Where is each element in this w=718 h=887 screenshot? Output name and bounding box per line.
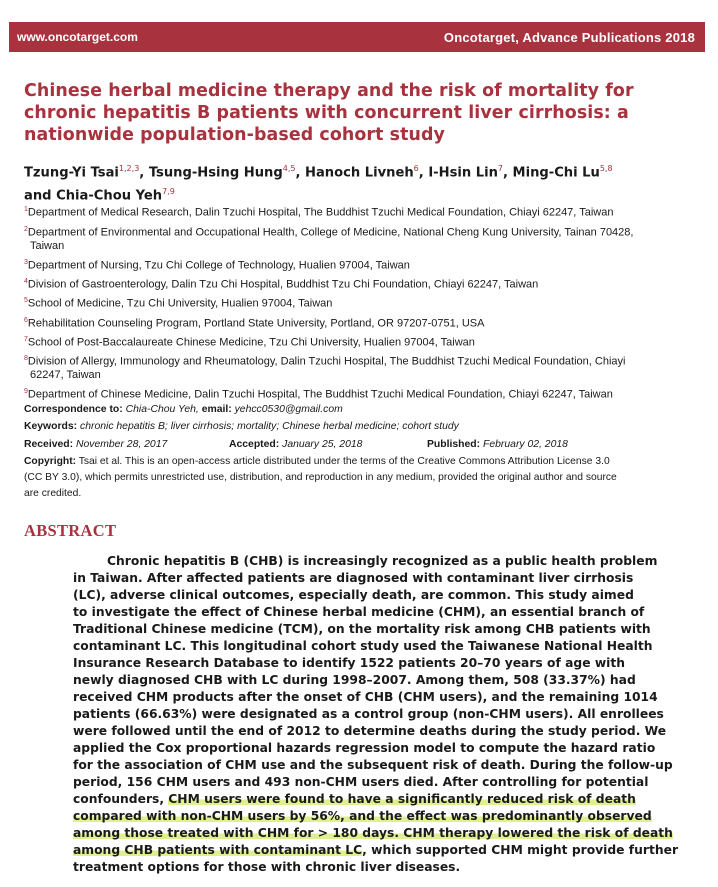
author-name: I-Hsin Lin — [428, 165, 498, 181]
author-name: Tsung-Hsing Hung — [148, 165, 283, 181]
title-line: Chinese herbal medicine therapy and the risk of mortality for — [24, 81, 634, 101]
affiliation-number: 2 — [24, 226, 28, 233]
affiliation-text: Division of Gastroenterology, Dalin Tzu Chi Hospital, Buddhist Tzu Chi Foundation, Chiayi 62247, Taiwan — [27, 278, 539, 291]
abstract-line — [73, 723, 666, 740]
copyright-label: Copyright: — [24, 456, 77, 467]
abstract-text: in Taiwan. After affected patients are diagnosed with contaminant liver cirrhosis — [73, 571, 634, 585]
affiliation-text: 62247, Taiwan — [30, 368, 101, 381]
highlighted-text: among those treated with CHM for > 180 days. CHM therapy lowered the risk of death — [73, 826, 673, 840]
affiliation-text: School of Post-Baccalaureate Chinese Medicine, Tzu Chi University, Hualien 97004, Taiwan — [27, 336, 475, 349]
abstract-text: Traditional Chinese medicine (TCM), on the mortality risk among CHB patients with — [73, 622, 651, 636]
abstract-line — [73, 859, 460, 876]
article-title — [24, 80, 704, 146]
affiliation-text: School of Medicine, Tzu Chi University, Hualien 97004, Taiwan — [27, 297, 333, 310]
affiliation-text: Division of Allergy, Immunology and Rheumatology, Dalin Tzuchi Hospital, The Buddhist Tzuchi Medical Foundation, Chiayi — [27, 355, 626, 368]
author-affiliation-ref[interactable]: 6 — [413, 164, 419, 173]
author-name: Tzung-Yi Tsai — [24, 165, 119, 181]
affiliation-item — [24, 333, 694, 350]
abstract-line — [73, 706, 664, 723]
abstract-text: confounders, — [73, 792, 169, 806]
highlighted-text: CHM users were found to have a significantly reduced risk of death — [168, 792, 636, 806]
affiliation-item — [24, 203, 694, 220]
title-line: chronic hepatitis B patients with concurrent liver cirrhosis: a — [24, 103, 629, 123]
correspondence-line — [24, 403, 704, 416]
author-affiliation-ref[interactable]: 7 — [497, 164, 503, 173]
affiliation-text: Department of Medical Research, Dalin Tzuchi Hospital, The Buddhist Tzuchi Medical Foundation, Chiayi 62247, Taiwan — [27, 206, 614, 219]
abstract-line — [73, 740, 655, 757]
abstract-text: applied the Cox proportional hazards regression model to compute the hazard ratio — [73, 741, 656, 755]
abstract-line — [73, 825, 673, 842]
keywords-line — [24, 420, 704, 433]
abstract-text: received CHM products after the onset of CHB (CHM users), and the remaining 1014 — [73, 690, 658, 704]
affiliation-text: Department of Nursing, Tzu Chi College of Technology, Hualien 97004, Taiwan — [27, 259, 410, 272]
affiliation-number: 7 — [24, 336, 28, 343]
journal-url[interactable]: www.oncotarget.com — [17, 30, 138, 44]
abstract-text: to investigate the effect of Chinese herbal medicine (CHM), an essential branch of — [73, 605, 645, 619]
affiliation-number: 3 — [24, 259, 28, 266]
abstract-text: for the association of CHM use and the subsequent risk of death. During the follow-up — [73, 758, 673, 772]
published-label: Published: — [427, 439, 481, 450]
affiliation-number: 5 — [24, 297, 28, 304]
correspondence-name: Chia-Chou Yeh, — [125, 404, 199, 415]
abstract-line — [73, 638, 653, 655]
received-date: November 28, 2017 — [75, 439, 168, 450]
abstract-text: newly diagnosed CHB with LC during 1998–2007. Among them, 508 (33.37%) had — [73, 673, 636, 687]
affiliation-item — [24, 314, 694, 331]
abstract-line — [73, 570, 633, 587]
abstract-text: , which supported CHM might provide further — [362, 843, 679, 857]
affiliation-text: Taiwan — [30, 239, 65, 252]
author-separator: , — [295, 165, 306, 181]
published-date: February 02, 2018 — [483, 439, 568, 450]
highlighted-text: compared with non-CHM users by 56%, and the effect was predominantly observed — [73, 809, 652, 823]
abstract-line — [73, 808, 652, 825]
abstract-text: were followed until the end of 2012 to determine deaths during the study period. We — [73, 724, 667, 738]
affiliation-text: Rehabilitation Counseling Program, Portland State University, Portland, OR 97207-0751, USA — [27, 317, 485, 330]
abstract-text: Chronic hepatitis B (CHB) is increasingly recognized as a public health problem — [107, 554, 658, 568]
keywords-text: chronic hepatitis B; liver cirrhosis; mortality; Chinese herbal medicine; cohort study — [80, 421, 459, 432]
accepted-label: Accepted: — [229, 439, 280, 450]
abstract-line — [73, 655, 625, 672]
affiliation-number: 9 — [24, 388, 28, 395]
abstract-line — [73, 689, 658, 706]
correspondence-email-link[interactable]: yehcc0530@gmail.com — [234, 404, 343, 415]
affiliation-item — [24, 385, 694, 402]
abstract-line — [73, 774, 648, 791]
title-line: nationwide population-based cohort study — [24, 125, 445, 145]
author-separator: , — [503, 165, 513, 181]
abstract-line — [73, 791, 636, 808]
copyright-text: Tsai et al. This is an open-access article distributed under the terms of the Creative Commons Attribution License 3.0 — [78, 456, 610, 467]
journal-header-bar — [9, 22, 705, 52]
dates-line — [24, 438, 704, 451]
affiliation-number: 4 — [24, 278, 28, 285]
abstract-heading: ABSTRACT — [24, 521, 117, 540]
keywords-label: Keywords: — [24, 421, 78, 432]
abstract-line — [73, 587, 634, 604]
author-list: Tzung-Yi Tsai$^{1,2,3}$, Tsung-Hsing Hung$^{4,5}$, Hanoch Livneh$^6$, I-Hsin Lin$^7$, Ming-Chi Lu$^{5,8}$ and Chia-Chou Yeh$^{7,9}$ — [24, 164, 613, 204]
copyright-text: (CC BY 3.0), which permits unrestricted use, distribution, and reproduction in any medium, provided the original author and source — [24, 472, 617, 483]
affiliation-text: Department of Environmental and Occupational Health, College of Medicine, National Cheng Kung University, Tainan 70428, — [27, 226, 634, 239]
affiliation-item — [24, 223, 694, 253]
abstract-text: period, 156 CHM users and 493 non-CHM users died. After controlling for potential — [73, 775, 649, 789]
author-affiliation-ref[interactable]: 4,5 — [282, 164, 296, 173]
abstract-text: contaminant LC. This longitudinal cohort study used the Taiwanese National Health — [73, 639, 653, 653]
abstract-text: (LC), adverse clinical outcomes, especially death, are common. This study aimed — [73, 588, 634, 602]
abstract-line — [73, 604, 644, 621]
highlighted-text: among CHB patients with contaminant LC — [73, 843, 363, 857]
correspondence-label: Correspondence to: — [24, 404, 123, 415]
affiliation-number: 1 — [24, 206, 28, 213]
author-affiliation-ref[interactable]: 7,9 — [162, 187, 175, 197]
affiliation-item — [24, 294, 694, 311]
received-label: Received: — [24, 439, 74, 450]
author-affiliation-ref[interactable]: 1,2,3 — [118, 164, 140, 173]
abstract-line — [73, 842, 678, 859]
author-name: Hanoch Livneh — [305, 165, 414, 181]
affiliation-item — [24, 352, 694, 382]
affiliation-item — [24, 256, 694, 273]
author-affiliation-ref[interactable]: 5,8 — [599, 164, 613, 173]
author-name: Chia-Chou Yeh — [56, 188, 163, 204]
affiliation-number: 8 — [24, 355, 28, 362]
copyright-block — [24, 454, 704, 502]
author-separator: , — [139, 165, 149, 181]
abstract-line — [73, 757, 673, 774]
abstract-text: patients (66.63%) were designated as a control group (non-CHM users). All enrollees — [73, 707, 664, 721]
affiliation-text: Department of Chinese Medicine, Dalin Tzuchi Hospital, The Buddhist Tzuchi Medical Foundation, Chiayi 62247, Taiwan — [27, 388, 613, 401]
affiliation-number: 6 — [24, 317, 28, 324]
affiliation-item — [24, 275, 694, 292]
copyright-text: are credited. — [24, 488, 82, 499]
abstract-text: treatment options for those with chronic liver diseases. — [73, 860, 461, 874]
abstract-line — [73, 672, 636, 689]
abstract-line — [107, 553, 657, 570]
abstract-text: Insurance Research Database to identify 1522 patients 20–70 years of age with — [73, 656, 626, 670]
journal-name: Oncotarget, Advance Publications 2018 — [443, 29, 695, 45]
author-name: Ming-Chi Lu — [512, 165, 600, 181]
abstract-line — [73, 621, 651, 638]
author-separator: , — [418, 165, 429, 181]
accepted-date: January 25, 2018 — [282, 439, 363, 450]
email-label: email: — [201, 404, 232, 415]
